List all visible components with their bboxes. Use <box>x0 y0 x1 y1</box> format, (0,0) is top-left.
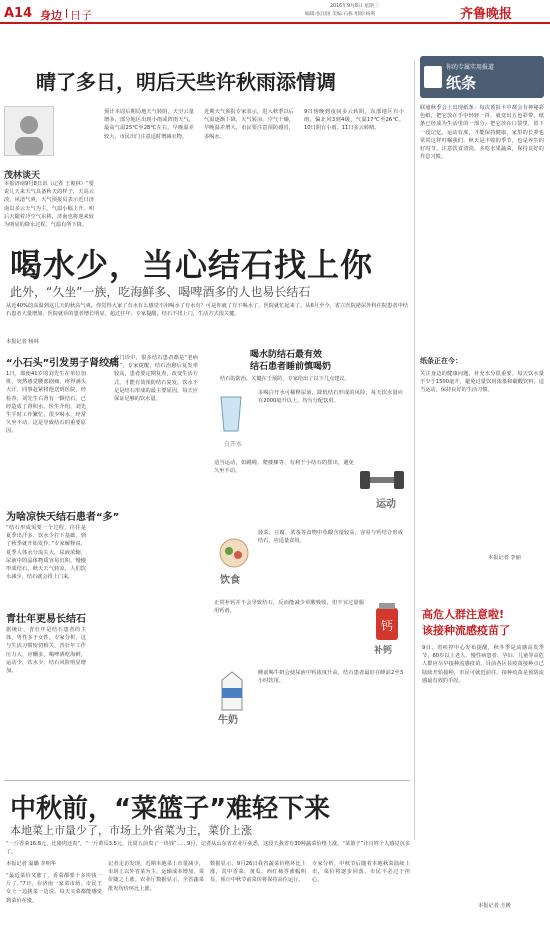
weather-body-col4: 9日傍晚到夜间多云转阴，东部地区有小雨，偏北风3到4级，气温17℃至26℃。10日阴有小雨，11日多云转晴。 <box>304 109 404 132</box>
paper-credit: 本报记者 李丽 <box>488 555 521 561</box>
flu-body: 9日，省疾控中心发布提醒，秋冬季是流感高发季节，60岁以上老人、慢性病患者、孕妇、儿童等高危人群应尽早接种流感疫苗。目前各区县疫苗接种点已陆续开始接种，市民可就近前往。接种疫苗是预防流感最有效的手段。 <box>422 645 544 684</box>
svg-text:钙: 钙 <box>380 619 394 633</box>
tips-box-title-1: 喝水防结石最有效 <box>250 350 323 360</box>
weather-body-col2: 预计本周后期局地天气转阴，天空云量增多，部分地区出现小雨或阵雨天气，最高气温25℃至28℃左右，早晚温差较大，市民出门注意适时增减衣物。 <box>104 109 194 140</box>
paper-column <box>418 26 548 586</box>
veg-headline: 中秋前，“菜篮子”难轻下来 <box>10 794 331 824</box>
tip-exercise-text: 适当运动，如跳绳、爬楼梯等，有利于小结石的排出，避免久坐不动。 <box>214 460 354 475</box>
tip-milk <box>210 667 410 725</box>
kidney-s2-title: 为啥凉快天结石患者“多” <box>6 512 120 523</box>
weather-body-col3: 近期天气预报专家表示，进入秋季以后气温逐渐下降，天气转凉，空气干燥，早晚温差增大，市民要注意预防感冒，多喝水。 <box>204 109 294 140</box>
kidney-s1-title: “小石头”引发男子肾绞痛 <box>6 358 120 369</box>
kidney-s3-title: 青壮年更易长结石 <box>6 614 86 625</box>
section-name: 身边 <box>40 9 62 22</box>
paper-badge <box>420 56 544 98</box>
paper-badge-header: 你的专属实用报道 <box>446 64 495 71</box>
kidney-s2-body: “结石形成需要一个过程，往往是夏季出汗多、饮水少打下基础，到了秋季就开始发作。”专家解释说，夏季人体水分流失大，尿液浓缩，尿液中的晶体物质容易沉积，慢慢形成结石，秋天天气转凉，人们饮水减少，结石就会找上门来。 <box>6 525 86 581</box>
tip-diet-label: 饮食 <box>220 575 240 586</box>
tips-box-title-2: 结石患者睡前慎喝奶 <box>250 362 332 372</box>
reporter-name: 茂林谈天 <box>4 171 41 181</box>
tip-water-text: 多喝白开水可稀释尿液，降低结石形成的风险，每天饮水量应在2000毫升以上，均匀分配饮用。 <box>258 390 403 405</box>
page-code: A14 <box>4 6 33 21</box>
kidney-s1-body: 1日，即使41岁的刘先生在单位加班，突然感觉腰部剧痛，疼得满头大汗，同事赶紧将他送到医院。经检查，刘先生右肾有一颗结石，已经造成了肾积水。医生介绍，刘先生平时工作繁忙，很少喝水，经常久坐不动，这是导致结石的重要原因。 <box>6 371 86 435</box>
kidney-headline: 喝水少，当心结石找上你 <box>10 246 374 284</box>
kidney-mid-body: 在门诊中，很多结石患者都是“老病号”，专家提醒，结石治愈后复发率较高，患者要定期复查，改变生活方式，才能有效预防结石复发。饮水不足是结石形成的最主要原因，每天应保证足够的饮水量。 <box>114 355 198 403</box>
weather-body-col1: 本报济南9月8日讯（记者 王俊林）“要说几天来天气具备秋天的样子，天高云淡，风清气爽，天气预报员表示近日济南以多云天气为主，气温小幅上升。明后天随着冷空气东移，济南也将迎来较为明显的降水过程，气温有所下降。 <box>4 181 94 229</box>
tip-exercise <box>210 457 410 517</box>
tip-diet <box>210 527 410 587</box>
food-icon <box>214 531 254 571</box>
page-header <box>0 0 550 26</box>
kidney-subhead: 此外，“久坐”一族，吃海鲜多、喝啤酒多的人也易长结石 <box>10 285 311 299</box>
newspaper-logo: 齐鲁晚报 <box>460 7 513 22</box>
page-date: 2016年9月8日 星期三 <box>330 4 379 9</box>
veg-byline: 本报记者 温璐 李明华 <box>6 861 56 867</box>
veg-subhead: 本地菜上市量少了，市场上外省菜为主，菜价上涨 <box>10 824 252 837</box>
water-glass-icon <box>214 391 248 437</box>
flu-title-2: 该接种流感疫苗了 <box>422 624 510 637</box>
tip-calcium-label: 补钙 <box>374 646 393 656</box>
veg-intro: “一斤香菜16.8元，比猪肉还贵”，“一斤黄瓜3.5元，比周五前贵了一块钱”……9月，记者从山东省农业厅获悉，这段天我省有30种蔬菜价格上涨，“菜篮子”让百姓个人感觉沉多了。 <box>6 841 410 856</box>
milk-carton-icon <box>214 669 250 713</box>
right-column-divider <box>414 60 415 840</box>
dumbbell-icon <box>360 465 404 495</box>
tip-water <box>210 387 410 447</box>
calcium-icon <box>370 601 404 643</box>
paper-sub-title: 纸条正在今： <box>420 357 462 365</box>
weather-story <box>0 26 410 231</box>
veg-top-rule <box>4 780 410 781</box>
page-editors: 编辑:张国国 美编:石栋 组版:杨利 <box>305 12 376 17</box>
sub-section: 日子 <box>70 9 92 22</box>
weather-headline: 晴了多日，明后天些许秋雨添情调 <box>36 70 336 94</box>
paper-sub-body: 关注身边的健康问题，补充水分很重要。每天饮水量不少于1500毫升，避免过量饮用浓茶和碳酸饮料，适当运动，保持良好的生活习惯。 <box>420 371 544 394</box>
flu-byline: 本报记者 王媛 <box>478 903 511 909</box>
tip-diet-text: 菠菜、豆腐、浓茶等食物中草酸含量较高，容易与钙结合形成结石，应适量食用。 <box>258 530 403 545</box>
flu-title-1: 高危人群注意啦! <box>422 608 505 621</box>
tip-milk-text: 睡前喝牛奶会使尿液中钙浓度升高，结石患者最好在睡前2至3小时饮用。 <box>258 670 403 685</box>
paper-icon <box>424 66 442 88</box>
veg-body-col2: 记者走访发现，近期本地菜上市量减少，市场上以外省菜为主，运输成本增加，菜价随之上涨。农业厅数据显示，全省蔬菜批发均价环比上涨。 <box>108 861 204 892</box>
paper-badge-title: 纸条 <box>446 74 477 92</box>
section-divider <box>66 9 67 18</box>
tips-box-intro: 结石的防治，关键在于预防，专家给出了以下几点建议。 <box>220 376 350 382</box>
reporter-photo <box>4 106 54 156</box>
kidney-byline: 本报记者 杨林 <box>6 339 39 345</box>
tip-exercise-label: 运动 <box>376 499 396 510</box>
flu-story <box>418 600 548 920</box>
veg-body-col3: 数据显示，9月26日我省蔬菜价格环比上涨，其中香菜、黄瓜、西红柿等涨幅明显，预计中秋节前菜价将保持高位运行。 <box>210 861 306 884</box>
tip-calcium <box>210 597 410 657</box>
paper-body: 联通秋季会上出现纸条：每次预报卡中都会有神秘彩色纸，把它放在手中轻轻一抖，就变出五色彩带。纸条已经成为生活里的一部分，把它放在口袋里，留下一段记忆。运动有度，才能保持健康，家里的长辈也常常这样叮嘱我们。秋天是丰收的季节，也是养生的好时节，注意饮食清淡，多吃水果蔬菜，保持良好的作息习惯。 <box>420 105 544 161</box>
kidney-tips-box <box>210 345 410 725</box>
kidney-intro: 从近40%的高温到这几天的秋高气爽，你觉得大家了有水有么感觉不用喝水了有水有？可是你就了有不喝水了，医院就忙起来了。从6月至今，省立医院泌尿外科住院患者中结石患者大量增加，医院就诊的患者增长明显，超过往年，专家提醒，结石不找上门，生活方式很关键。 <box>6 303 408 318</box>
header-rule <box>0 22 550 24</box>
tip-calcium-text: 正常补钙并不会导致结石，反而能减少草酸吸收，但不宜过量服用钙剂。 <box>214 600 364 615</box>
veg-body-col4: 专家分析，中秋节后随着本地秋菜陆续上市，菜价将逐步回落，市民不必过于担心。 <box>312 861 410 884</box>
tip-milk-label: 牛奶 <box>218 715 238 726</box>
kidney-s3-body: 据统计，青壮年是结石患者的主体，男性多于女性。专家分析，这与生活习惯密切相关，青壮年工作压力大，应酬多，喝啤酒吃海鲜，运动少，饮水少，结石风险明显增加。 <box>6 627 86 675</box>
tip-water-label: 白开水 <box>224 441 243 448</box>
veg-body-col1: “最近菜价又涨了，香菜都要十多块钱一斤了。”7日，在济南一家菜市场，市民王女士一边挑菜一边说，每天买菜都能感觉到菜价在涨。 <box>6 873 102 904</box>
